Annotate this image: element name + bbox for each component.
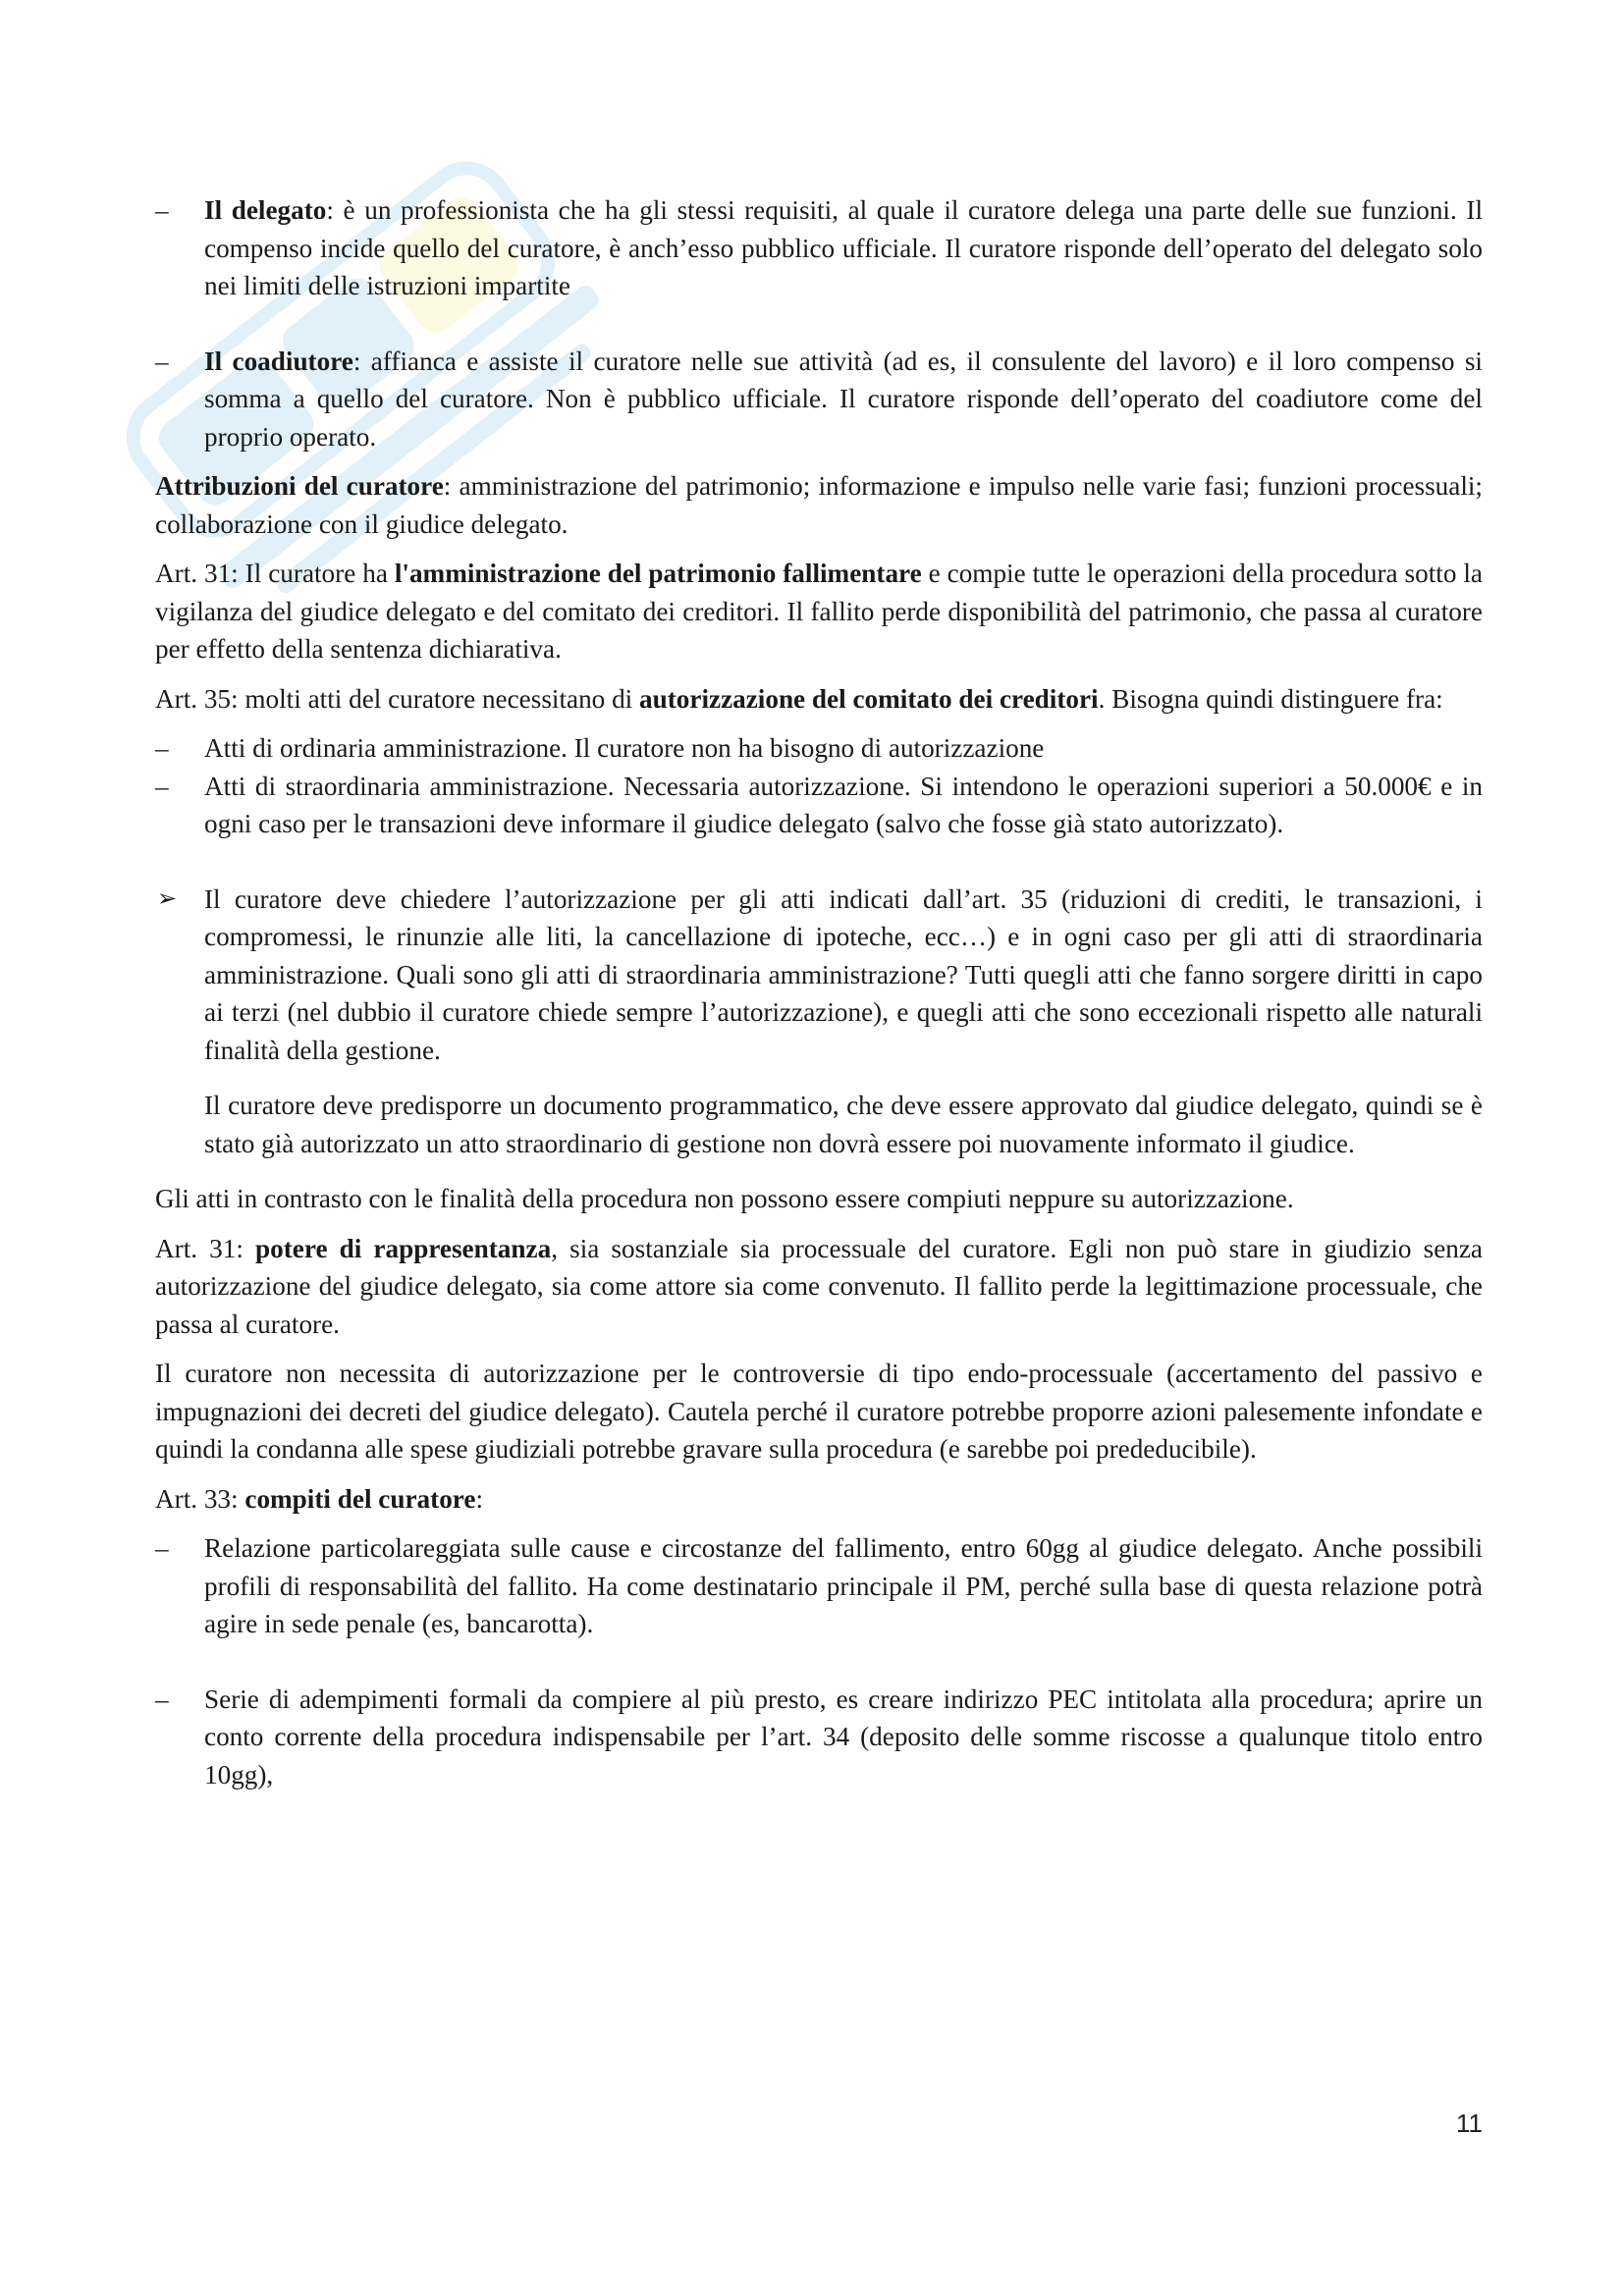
- art35-text: . Bisogna quindi distinguere fra:: [1098, 683, 1443, 714]
- delegato-term: Il delegato: [204, 195, 327, 225]
- list-item: [155, 1529, 1483, 1643]
- art33-suffix: :: [475, 1483, 484, 1514]
- coadiutore-term: Il coadiutore: [204, 346, 353, 376]
- art31-prefix: Art. 31: Il curatore ha: [155, 559, 395, 588]
- dash-marker: –: [155, 1533, 169, 1563]
- delegato-item: [155, 191, 1483, 305]
- arrow-note-text: Il curatore deve chiedere l’autorizzazione per gli atti indicati dall’art. 35 (riduzioni di crediti, le transazioni, i compromessi, le rinunzie alle liti, la cancellazione di ipoteche, ecc…) e in ogni caso per gli atti di straordinaria amministrazione. Quali sono gli atti di straordinaria amministrazione? Tutti quegli atti che fanno sorgere diritti in capo ai terzi (nel dubbio il curatore chiede sempre l’autorizzazione), e quegli atti che sono eccezionali rispetto alle naturali finalità della gestione.: [204, 883, 1483, 1065]
- delegato-text: : è un professionista che ha gli stessi requisiti, al quale il curatore delega una parte delle sue funzioni. Il compenso incide quello del curatore, è anch’esso pubblico ufficiale. Il curatore risponde dell’operato del delegato solo nei limiti delle istruzioni impartite: [204, 195, 1483, 300]
- endo-processuale-paragraph: Il curatore non necessita di autorizzazione per le controversie di tipo endo-processuale (accertamento del passivo e impugnazioni dei decreti del giudice delegato). Cautela perché il curatore potrebbe proporre azioni palesemente infondate e quindi la condanna alle spese giudiziali potrebbe gravare sulla procedura (e sarebbe poi prededucibile).: [155, 1359, 1483, 1464]
- page-number: 11: [1456, 2109, 1483, 2138]
- list-item-text: Relazione particolareggiata sulle cause e circostanze del fallimento, entro 60gg al giudice delegato. Anche possibili profili di responsabilità del fallito. Ha come destinatario principale il PM, perché sulla base di questa relazione potrà agire in sede penale (es, bancarotta).: [204, 1533, 1483, 1638]
- dash-marker: –: [155, 195, 169, 225]
- dash-marker: –: [155, 733, 169, 763]
- art31b-term: potere di rappresentanza: [255, 1233, 552, 1263]
- art33-paragraph: [155, 1480, 1483, 1519]
- art35-paragraph: [155, 680, 1483, 719]
- coadiutore-text: : affianca e assiste il curatore nelle sue attività (ad es, il consulente del lavoro) e il loro compenso si somma a quello del curatore. Non è pubblico ufficiale. Il curatore risponde dell’operato del coadiutore come del proprio operato.: [204, 346, 1483, 452]
- list-item-text: Serie di adempimenti formali da compiere al più presto, es creare indirizzo PEC intitolata alla procedura; aprire un conto corrente della procedura indispensabile per l’art. 34 (deposito delle somme riscosse a qualunque titolo entro 10gg),: [204, 1683, 1483, 1789]
- arrow-bullet-icon: ➢: [157, 885, 178, 912]
- contrasto-paragraph: Gli atti in contrasto con le finalità della procedura non possono essere compiuti neppure su autorizzazione.: [155, 1184, 1294, 1213]
- list-item: [155, 768, 1483, 843]
- dash-marker: –: [155, 771, 169, 801]
- coadiutore-item: [155, 343, 1483, 456]
- list-item: [155, 729, 1483, 768]
- art31b-text: , sia sostanziale sia processuale del curatore. Egli non può stare in giudizio senza autorizzazione del giudice delegato, sia come attore sia come convenuto. Il fallito perde la legittimazione processuale, che passa al curatore.: [155, 1233, 1483, 1339]
- attribuzioni-term: Attribuzioni del curatore: [155, 471, 444, 501]
- art31-rappresentanza-paragraph: [155, 1230, 1483, 1344]
- attribuzioni-text: : amministrazione del patrimonio; informazione e impulso nelle varie fasi; funzioni processuali; collaborazione con il giudice delegato.: [155, 471, 1483, 539]
- art35-prefix: Art. 35: molti atti del curatore necessitano di: [155, 683, 640, 714]
- art33-prefix: Art. 33:: [155, 1483, 245, 1514]
- list-item-text: Atti di ordinaria amministrazione. Il curatore non ha bisogno di autorizzazione: [204, 733, 1045, 763]
- art31b-prefix: Art. 31:: [155, 1233, 256, 1263]
- documento-programmatico-paragraph: Il curatore deve predisporre un documento programmatico, che deve essere approvato dal giudice delegato, quindi se è stato già autorizzato un atto straordinario di gestione non dovrà essere poi nuovamente informato il giudice.: [204, 1091, 1483, 1158]
- page-body: [155, 191, 1483, 1793]
- dash-marker: –: [155, 1683, 169, 1714]
- arrow-note-item: [155, 881, 1483, 1070]
- art31-text: e compie tutte le operazioni della procedura sotto la vigilanza del giudice delegato e del comitato dei creditori. Il fallito perde disponibilità del patrimonio, che passa al curatore per effetto della sentenza dichiarativa.: [155, 559, 1483, 664]
- art31-amministrazione-paragraph: [155, 555, 1483, 668]
- art33-term: compiti del curatore: [244, 1483, 476, 1514]
- art35-term: autorizzazione del comitato dei creditori: [639, 683, 1099, 714]
- art31-term: l'amministrazione del patrimonio fallimentare: [394, 559, 922, 588]
- dash-marker: –: [155, 346, 169, 376]
- list-item-text: Atti di straordinaria amministrazione. Necessaria autorizzazione. Si intendono le operazioni superiori a 50.000€ e in ogni caso per le transazioni deve informare il giudice delegato (salvo che fosse già stato autorizzato).: [204, 771, 1483, 838]
- attribuzioni-paragraph: [155, 467, 1483, 543]
- list-item: [155, 1681, 1483, 1794]
